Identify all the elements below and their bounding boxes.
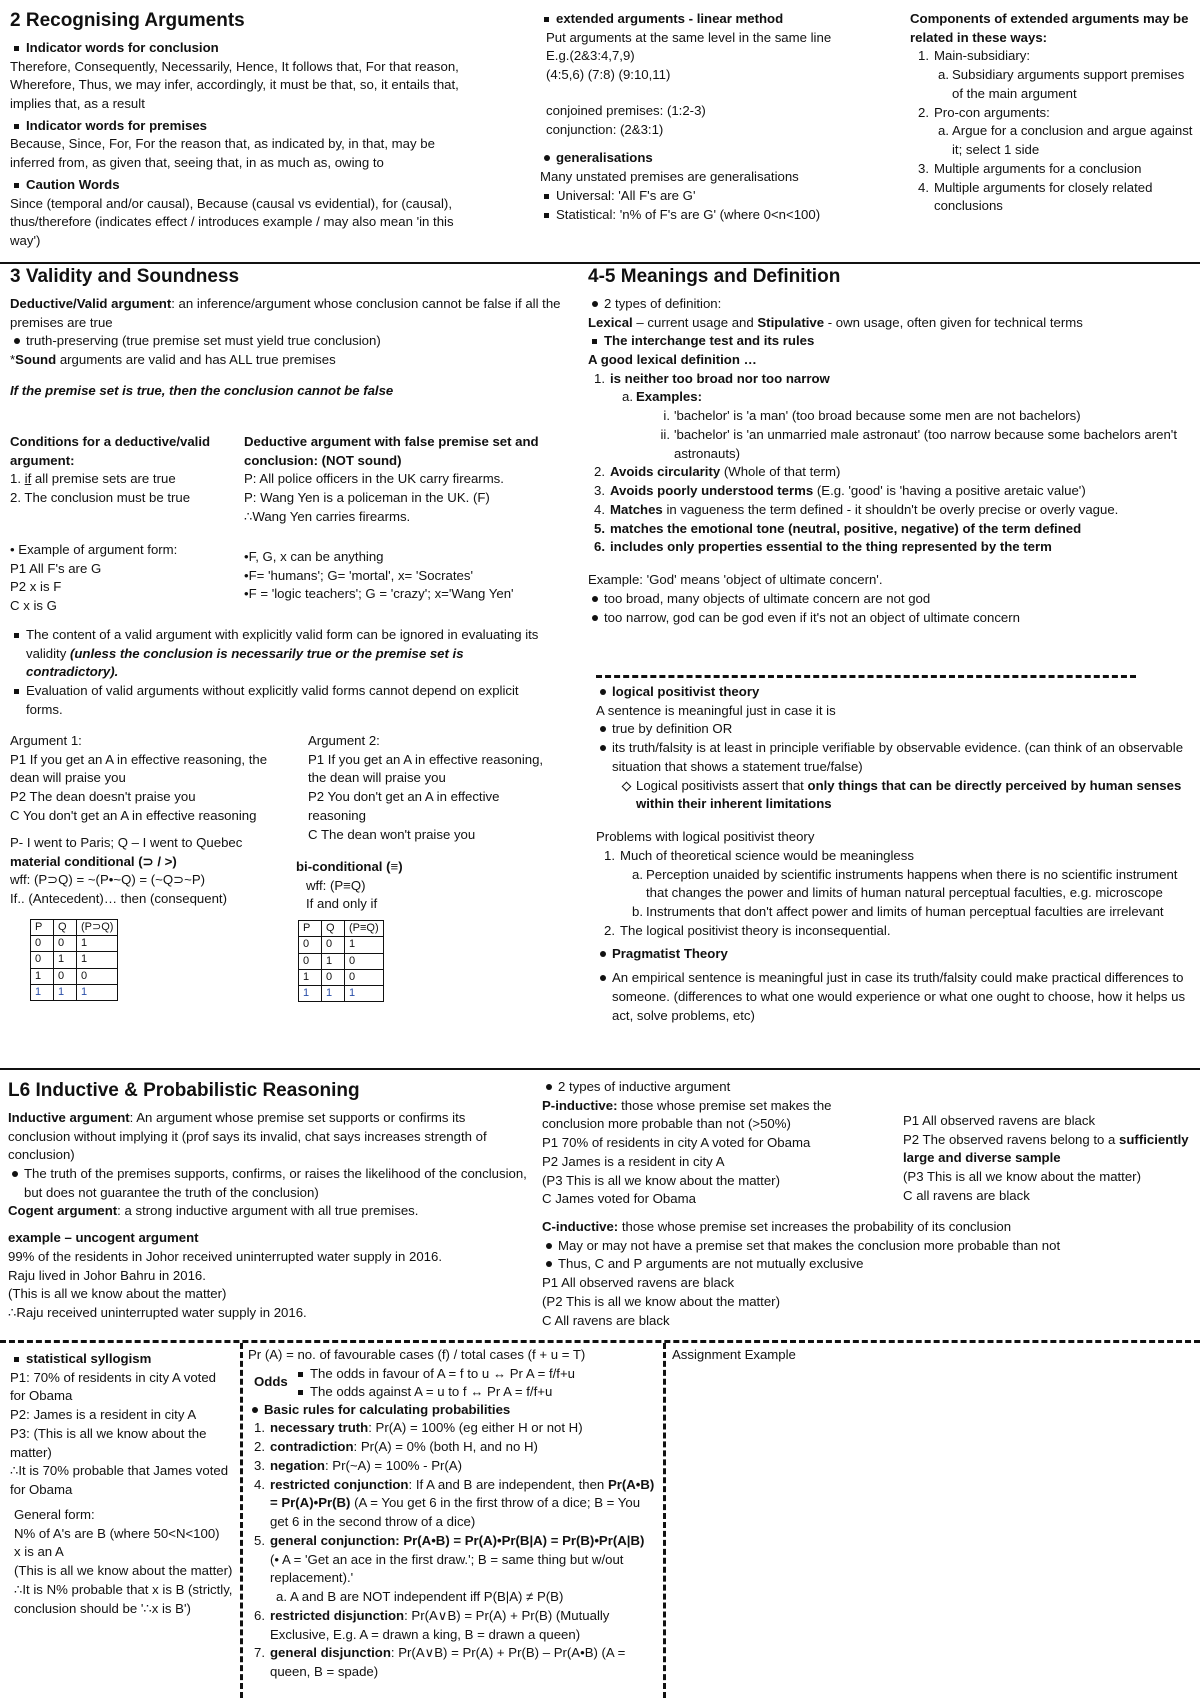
section-3 xyxy=(10,266,565,400)
list-item: The logical positivist theory is inconsequential. xyxy=(620,922,891,938)
c-inductive xyxy=(542,1218,1192,1330)
syllogism-line: ∴It is 70% probable that James voted for Obama xyxy=(10,1463,229,1498)
validity-rule: If the premise set is true, then the conclusion cannot be false xyxy=(10,382,394,398)
premise-indicators-text: Because, Since, For, For the reason that, as indicated by, in that, may be inferred from, as given that, seeing that, in as much as, owing to xyxy=(10,136,435,171)
section-3-title: 3 Validity and Soundness xyxy=(10,266,240,287)
generalisations-text: Many unstated premises are generalisations xyxy=(540,169,799,185)
logical-positivist xyxy=(596,683,1188,1025)
premise: P: Wang Yen is a policeman in the UK. (F) xyxy=(244,490,490,506)
table-row: 1 0 0 xyxy=(31,968,118,984)
false-premise-heading: Deductive argument with false premise set and conclusion: (NOT sound) xyxy=(244,434,539,468)
table-header: Q xyxy=(322,921,345,937)
form-line: P2 x is F xyxy=(10,579,62,595)
list-item: Universal: 'All F's are G' xyxy=(540,187,885,206)
general-form-line: (This is all we know about the matter) xyxy=(14,1563,233,1579)
extended-line: (4:5,6) (7:8) (9:10,11) xyxy=(546,67,671,83)
divider-dashed-vertical xyxy=(663,1343,666,1698)
section-6-title: L6 Inductive & Probabilistic Reasoning xyxy=(8,1080,360,1101)
logical-positivist-text: A sentence is meaningful just in case it is xyxy=(596,702,836,718)
list-item: The odds in favour of A = f to u ↔ Pr A = f/f+u xyxy=(294,1365,575,1384)
list-item: truth-preserving (true premise set must yield true conclusion) xyxy=(10,332,565,351)
c-inductive-definition: C-inductive: those whose premise set increases the probability of its conclusion xyxy=(542,1219,1012,1234)
conjoined-premises: conjoined premises: (1:2-3) xyxy=(546,102,706,118)
definition-types: Lexical – current usage and Stipulative - own usage, often given for technical terms xyxy=(588,314,1083,330)
pq-definition: P- I went to Paris; Q – I went to Quebec xyxy=(10,835,243,850)
list-item: The truth of the premises supports, confirms, or raises the likelihood of the conclusion, but does not guarantee the truth of the conclusion) xyxy=(8,1165,528,1202)
list-item: restricted conjunction: If A and B are independent, then Pr(A•B) = Pr(A)•Pr(B) (A = You get 6 in the first throw of a dice; B = You get 6 in the second throw of a dice) xyxy=(270,1476,655,1530)
table-row: 0 1 1 xyxy=(31,952,118,968)
list-item: Avoids poorly understood terms (E.g. 'good' is 'having a positive aretaic value') xyxy=(610,483,1086,499)
form-variables xyxy=(244,548,564,604)
cogent-text: : a strong inductive argument with all true premises. xyxy=(117,1203,419,1219)
logical-positivist-heading: logical positivist theory xyxy=(596,683,1188,702)
list-item: necessary truth: Pr(A) = 100% (eg either H or not H) xyxy=(270,1420,583,1436)
extended-line: Put arguments at the same level in the same line xyxy=(546,29,832,45)
bi-conditional-reading: If and only if xyxy=(306,896,378,912)
list-item: restricted disjunction: Pr(A∨B) = Pr(A) + Pr(B) (Mutually Exclusive, E.g. A = drawn a king, B = drawn a queen) xyxy=(270,1607,610,1642)
list-item: The content of a valid argument with explicitly valid form can be ignored in evaluating its validity (unless the conclusion is necessarily true or the premise set is contradictory). xyxy=(10,626,540,682)
pragmatist-text: An empirical sentence is meaningful just in case its truth/falsity could make practical differences to someone. (differences to what one would experience or what one ought to choose, how it helps us act, solve problems, etc) xyxy=(596,969,1188,1025)
material-conditional-reading: If.. (Antecedent)… then (consequent) xyxy=(10,891,227,907)
truth-table-conditional xyxy=(30,919,118,1001)
uncogent-line: Raju lived in Johor Bahru in 2016. xyxy=(8,1267,206,1283)
good-definition-heading: A good lexical definition … xyxy=(588,352,757,367)
list-item: too narrow, god can be god even if it's not an object of ultimate concern xyxy=(588,609,1188,628)
table-row: 1 1 1 xyxy=(299,985,384,1001)
list-item: its truth/falsity is at least in principle verifiable by observable evidence. (can think of an observable situation that shows a statement true/false) xyxy=(612,740,1184,774)
sound-term: Sound xyxy=(15,352,57,367)
list-item: Subsidiary arguments support premises of the main argument xyxy=(952,67,1185,101)
condition-2: 2. The conclusion must be true xyxy=(10,490,191,506)
definition-term: Deductive/Valid argument xyxy=(10,295,172,311)
general-form-line: N% of A's are B (where 50<N<100) xyxy=(14,1525,220,1541)
divider xyxy=(0,1068,1200,1070)
argument-line: Argument 2: xyxy=(308,733,380,748)
list-item: Examples: xyxy=(636,389,702,405)
caution-words xyxy=(10,176,470,195)
argument-form xyxy=(10,541,240,616)
list-item: includes only properties essential to the thing represented by the term xyxy=(610,539,1052,555)
table-row: 0 1 0 xyxy=(299,953,384,969)
inductive-term: Inductive argument xyxy=(8,1109,130,1125)
section-2-title: 2 Recognising Arguments xyxy=(10,10,245,31)
bi-conditional-heading: bi-conditional (≡) xyxy=(296,859,403,874)
rules-list: necessary truth: Pr(A) = 100% (eg either H or not H) contradiction: Pr(A) = 0% (both H, and no H) negation: Pr(~A) = 100% - Pr(A) restricted conjunction: If A and B are independent, then Pr(A•B) = Pr(A)•Pr(B) (A = You get 6 in the first throw of a dice; B = You get 6 in the second throw of a dice) general conjunction: Pr(A•B) = Pr(A)•Pr(B|A) = Pr(B)•Pr(A|B) (• A = 'Get an ace in the first draw.'; B = same thing but w/out replacement).' A and B are NOT independent iff P(B|A) ≠ P(B) restricted disjunction: Pr(A∨B) = Pr(A) + Pr(B) (Mutually Exclusive, E.g. A = drawn a king, B = drawn a queen) general disjunction: Pr(A∨B) = Pr(A) + Pr(B) – Pr(A•B) (A = queen, B = spade) xyxy=(248,1419,656,1681)
list-item: Main-subsidiary: xyxy=(934,48,1031,64)
conclusion: ∴Wang Yen carries firearms. xyxy=(244,508,411,524)
list-item: 'bachelor' is 'a man' (too broad because some men are not bachelors) xyxy=(674,408,1081,424)
syllogism-line: P3: (This is all we know about the matter) xyxy=(10,1425,207,1460)
components-heading: Components of extended arguments may be related in these ways: xyxy=(910,11,1189,45)
list-item: Pro-con arguments: xyxy=(934,104,1050,120)
pragmatist-heading: Pragmatist Theory xyxy=(596,945,1188,964)
divider-dashed xyxy=(0,1340,1200,1343)
argument-2 xyxy=(308,732,548,844)
material-conditional-wff: wff: (P⊃Q) = ~(P•~Q) = (~Q⊃~P) xyxy=(10,872,206,888)
assignment-heading: Assignment Example xyxy=(672,1347,796,1362)
extended-arguments-heading: extended arguments - linear method xyxy=(540,10,885,29)
bi-conditional xyxy=(296,858,546,1002)
premise: P: All police officers in the UK carry firearms. xyxy=(244,471,504,487)
argument-1 xyxy=(10,732,300,826)
argument-line: P1 If you get an A in effective reasoning, the dean will praise you xyxy=(10,751,268,786)
list-item: contradiction: Pr(A) = 0% (both H, and no H) xyxy=(270,1439,538,1455)
form-variable-line: •F = 'logic teachers'; G = 'crazy'; x='Wang Yen' xyxy=(244,586,514,602)
list-item: Logical positivists assert that only things that can be directly perceived by human senses within their inherent limitations xyxy=(620,777,1188,814)
statistical-syllogism-heading: statistical syllogism xyxy=(10,1350,234,1369)
uncogent-heading: example – uncogent argument xyxy=(8,1230,199,1246)
condition-1: 1. if all premise sets are true xyxy=(10,471,176,487)
caution-words-text: Since (temporal and/or causal), Because (causal vs evidential), for (causal), thus/therefore (indicates effect / introduces example / may also mean 'in this way') xyxy=(10,195,454,249)
list-item: The odds against A = u to f ↔ Pr A = f/f+u xyxy=(294,1383,575,1402)
argument-line: P1 If you get an A in effective reasoning, the dean will praise you xyxy=(308,751,544,786)
probability-definition: Pr (A) = no. of favourable cases (f) / total cases (f + u = T) xyxy=(248,1347,586,1362)
premise-indicators-heading: Indicator words for premises xyxy=(10,117,470,136)
table-header: P xyxy=(299,921,322,937)
false-premise-example xyxy=(244,433,564,527)
list-item: 'bachelor' is 'an unmarried male astronaut' (too narrow because some bachelors aren't astronauts) xyxy=(674,426,1177,461)
components-list xyxy=(910,47,1195,216)
section-4-5-title: 4-5 Meanings and Definition xyxy=(588,266,841,287)
probability-rules xyxy=(248,1346,656,1682)
argument-line: C You don't get an A in effective reasoning xyxy=(10,807,257,823)
divider xyxy=(0,262,1200,264)
components xyxy=(910,10,1195,216)
c-inductive-line: C All ravens are black xyxy=(542,1312,670,1328)
god-example: Example: 'God' means 'object of ultimate concern'. xyxy=(588,572,883,588)
conclusion-indicators-text: Therefore, Consequently, Necessarily, Hence, It follows that, For that reason, Wherefore, Thus, we may infer, accordingly, it must be that, so, it entails that, implies that, as a result xyxy=(10,58,459,111)
material-conditional-heading: material conditional (⊃ / >) xyxy=(10,853,177,869)
bi-conditional-wff: wff: (P≡Q) xyxy=(306,877,366,893)
list-item: matches the emotional tone (neutral, positive, negative) of the term defined xyxy=(610,520,1082,536)
interchange-test-heading: The interchange test and its rules xyxy=(588,332,1188,351)
definition-text: : an inference/argument whose conclusion cannot be false if all the premises are true xyxy=(10,295,561,330)
inductive-types-heading: 2 types of inductive argument xyxy=(542,1078,882,1097)
list-item: Multiple arguments for a conclusion xyxy=(934,160,1142,176)
form-variable-line: •F= 'humans'; G= 'mortal', x= 'Socrates' xyxy=(244,567,473,583)
ravens-line: (P3 This is all we know about the matter) xyxy=(903,1169,1141,1185)
asterisk: * xyxy=(10,352,16,367)
caution-words-heading: Caution Words xyxy=(10,176,470,195)
argument-form-heading: • Example of argument form: xyxy=(10,542,178,557)
validity-notes xyxy=(10,626,540,720)
table-header: (P⊃Q) xyxy=(77,919,118,935)
general-form-line: x is an A xyxy=(14,1544,64,1560)
ravens-example xyxy=(903,1112,1195,1206)
section-6 xyxy=(8,1080,528,1323)
inductive-types xyxy=(542,1078,882,1209)
argument-line: P2 The dean doesn't praise you xyxy=(10,789,196,805)
list-item: Evaluation of valid arguments without explicitly valid forms cannot depend on explicit forms. xyxy=(10,682,540,719)
ravens-line: P2 The observed ravens belong to a sufficiently large and diverse sample xyxy=(903,1131,1189,1166)
form-line: P1 All F's are G xyxy=(10,560,102,576)
section-4-5 xyxy=(588,266,1188,627)
material-conditional xyxy=(10,834,300,1001)
conjunction: conjunction: (2&3:1) xyxy=(546,121,664,137)
divider-dashed xyxy=(596,675,1136,678)
p-inductive-line: C James voted for Obama xyxy=(542,1191,696,1207)
list-item: Multiple arguments for closely related conclusions xyxy=(934,179,1153,214)
p-inductive: P-inductive: those whose premise set makes the conclusion more probable than not (>50%) xyxy=(542,1097,832,1132)
form-variable-line: •F, G, x can be anything xyxy=(244,549,384,564)
generalisations-list xyxy=(540,187,885,224)
odds-label: Odds xyxy=(254,1373,288,1389)
list-item: Much of theoretical science would be meaningless xyxy=(620,847,914,863)
problems-list xyxy=(596,847,1188,941)
list-item: Thus, C and P arguments are not mutually exclusive xyxy=(542,1255,1192,1274)
p-inductive-line: (P3 This is all we know about the matter) xyxy=(542,1172,780,1188)
extended-arguments xyxy=(540,10,885,224)
premise-indicators xyxy=(10,117,470,136)
general-form-heading: General form: xyxy=(14,1506,95,1522)
c-inductive-line: (P2 This is all we know about the matter) xyxy=(542,1293,780,1309)
sound-text: arguments are valid and has ALL true premises xyxy=(56,352,336,367)
list-item: Argue for a conclusion and argue against it; select 1 side xyxy=(952,123,1193,158)
table-header: (P≡Q) xyxy=(345,921,384,937)
p-inductive-line: P1 70% of residents in city A voted for Obama xyxy=(542,1135,811,1151)
divider-dashed-vertical xyxy=(240,1343,243,1698)
ravens-line: P1 All observed ravens are black xyxy=(903,1113,1096,1128)
assignment-example xyxy=(672,1346,1192,1365)
list-item: too broad, many objects of ultimate concern are not god xyxy=(588,590,1188,609)
form-line: C x is G xyxy=(10,598,57,614)
conclusion-indicators-heading: Indicator words for conclusion xyxy=(10,39,470,58)
table-header: Q xyxy=(54,919,77,935)
table-row: 1 1 1 xyxy=(31,984,118,1000)
list-item: May or may not have a premise set that makes the conclusion more probable than not xyxy=(542,1237,1192,1256)
list-item: true by definition OR xyxy=(596,720,1188,739)
c-inductive-line: P1 All observed ravens are black xyxy=(542,1275,735,1291)
list-item: negation: Pr(~A) = 100% - Pr(A) xyxy=(270,1457,462,1473)
list-item: A and B are NOT independent iff P(B|A) ≠ P(B) xyxy=(290,1589,564,1605)
argument-line: Argument 1: xyxy=(10,733,82,748)
table-row: 1 0 0 xyxy=(299,969,384,985)
table-row: 0 0 1 xyxy=(31,936,118,952)
conditions-heading: Conditions for a deductive/valid argument: xyxy=(10,434,211,468)
list-item: Matches in vagueness the term defined - it shouldn't be overly precise or overly vague. xyxy=(610,501,1119,517)
list-item: Instruments that don't affect power and limits of human perceptual faculties are irrelevant xyxy=(646,904,1164,920)
problems-heading: Problems with logical positivist theory xyxy=(596,829,815,845)
cogent-term: Cogent argument xyxy=(8,1203,118,1219)
table-header: P xyxy=(31,919,54,935)
general-form-line: ∴It is N% probable that x is B (strictly, conclusion should be '∴x is B') xyxy=(14,1581,233,1616)
statistical-syllogism xyxy=(10,1350,234,1618)
uncogent-line: 99% of the residents in Johor received uninterrupted water supply in 2016. xyxy=(8,1248,442,1264)
generalisations-heading: generalisations xyxy=(540,149,885,168)
list-item: general conjunction: Pr(A•B) = Pr(A)•Pr(B|A) = Pr(B)•Pr(A|B) xyxy=(270,1532,645,1548)
list-item: general disjunction: Pr(A∨B) = Pr(A) + Pr(B) – Pr(A•B) (A = queen, B = spade) xyxy=(270,1645,626,1680)
list-item: Perception unaided by scientific instruments happens when there is no scientific instrument that changes the power and limits of human natural perceptual faculties, e.g. microscope xyxy=(646,866,1178,901)
conditions xyxy=(10,433,240,508)
argument-line: C The dean won't praise you xyxy=(308,826,476,842)
list-item: 2 types of definition: xyxy=(588,295,1188,314)
argument-line: P2 You don't get an A in effective reasoning xyxy=(308,789,500,823)
list-item: Statistical: 'n% of F's are G' (where 0<n<100) xyxy=(540,206,885,225)
uncogent-line: (This is all we know about the matter) xyxy=(8,1286,227,1302)
table-row: 0 0 1 xyxy=(299,937,384,953)
syllogism-line: P1: 70% of residents in city A voted for Obama xyxy=(10,1369,216,1404)
ravens-line: C all ravens are black xyxy=(903,1187,1030,1203)
syllogism-line: P2: James is a resident in city A xyxy=(10,1407,197,1423)
list-item: Avoids circularity (Whole of that term) xyxy=(610,464,841,480)
rules-heading: Basic rules for calculating probabilities xyxy=(248,1401,656,1420)
inductive-text: : An argument whose premise set supports or confirms its conclusion without implying it (prof says its invalid, chat says increases strength of conclusion) xyxy=(8,1109,487,1163)
conclusion-indicators xyxy=(10,39,470,58)
section-2 xyxy=(10,10,470,251)
truth-table-biconditional xyxy=(298,920,384,1002)
list-item: is neither too broad nor too narrow xyxy=(610,370,830,386)
uncogent-line: ∴Raju received uninterrupted water supply in 2016. xyxy=(8,1305,307,1321)
definition-rules xyxy=(588,370,1188,557)
extended-line: E.g.(2&3:4,7,9) xyxy=(546,48,635,64)
p-inductive-line: P2 James is a resident in city A xyxy=(542,1153,725,1169)
